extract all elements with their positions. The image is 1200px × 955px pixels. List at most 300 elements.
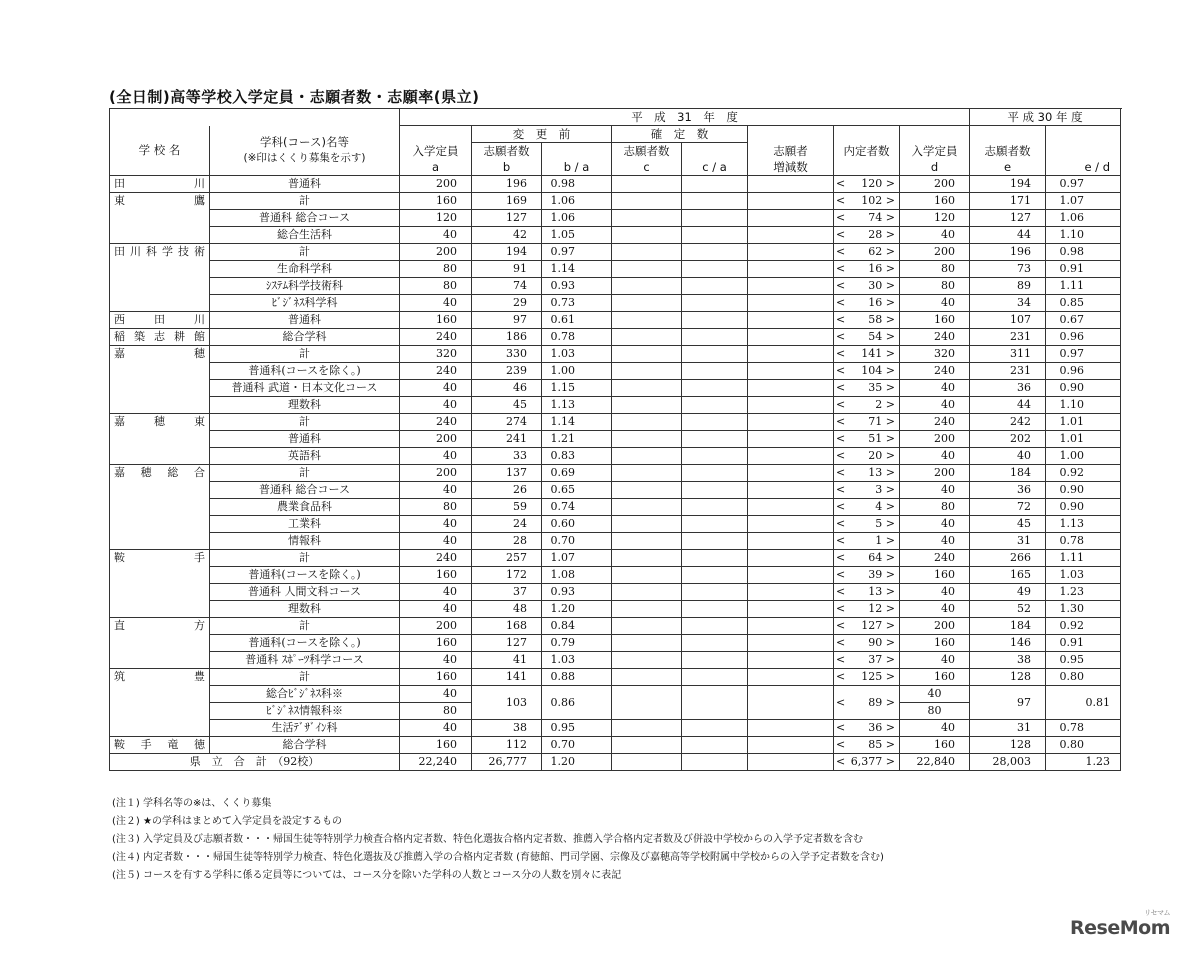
ratio-cell: 1.14 [542, 261, 612, 278]
applicants30-cell: 184 [970, 465, 1046, 482]
applicants-cell: 48 [472, 601, 542, 618]
change-cell [748, 448, 834, 465]
table-row [110, 278, 1121, 295]
naitei-cell: < 28 > [834, 227, 900, 244]
confirmed-applicants-cell [612, 635, 682, 652]
applicants30-cell: 36 [970, 482, 1046, 499]
table-row [110, 550, 1121, 567]
table-row [110, 363, 1121, 380]
table-row [110, 601, 1121, 618]
applicants-cell: 46 [472, 380, 542, 397]
h30-header: 平 成 30 年 度 [970, 109, 1121, 126]
confirmed-applicants-cell [612, 550, 682, 567]
applicants-cell: 37 [472, 584, 542, 601]
confirmed-ratio-cell [682, 516, 748, 533]
confirmed-ratio-cell [682, 261, 748, 278]
table-row [110, 227, 1121, 244]
capacity-cell: 160 [400, 669, 472, 686]
applicants-cell: 330 [472, 346, 542, 363]
school-cell: 鞍 手 [110, 550, 210, 567]
confirmed-ratio-cell [682, 448, 748, 465]
confirmed-ratio-cell [682, 312, 748, 329]
ratio-cell: 1.05 [542, 227, 612, 244]
ratio-cell: 0.69 [542, 465, 612, 482]
capacity-cell: 40 [400, 448, 472, 465]
capacity30-cell: 40 [900, 533, 970, 550]
confirmed-ratio-cell [682, 482, 748, 499]
school-cell [110, 652, 210, 669]
dept-cell: 総合ﾋﾞｼﾞﾈｽ科※ [210, 686, 400, 703]
school-cell [110, 635, 210, 652]
school-col-header: 学 校 名 [110, 126, 210, 176]
ratio30-cell: 0.80 [1046, 737, 1121, 754]
school-cell [110, 499, 210, 516]
capacity30-cell: 80 [900, 261, 970, 278]
applicants-cell: 74 [472, 278, 542, 295]
capacity30-cell: 160 [900, 193, 970, 210]
applicants30-cell: 184 [970, 618, 1046, 635]
confirmed-applicants-cell [612, 669, 682, 686]
change-cell [748, 346, 834, 363]
school-cell [110, 380, 210, 397]
confirmed-ratio-cell [682, 533, 748, 550]
ratio30-cell: 1.11 [1046, 278, 1121, 295]
capacity-cell: 40 [400, 601, 472, 618]
applicants-cell: 127 [472, 635, 542, 652]
dept-cell: 普通科(コースを除く。) [210, 567, 400, 584]
ratio-cell: 0.61 [542, 312, 612, 329]
confirmed-ratio-cell [682, 601, 748, 618]
change-cell [748, 244, 834, 261]
table-row [110, 329, 1121, 346]
change-cell [748, 584, 834, 601]
confirmed-applicants-cell [612, 278, 682, 295]
change-header: 志願者 [748, 143, 834, 160]
confirmed-ratio-cell [682, 550, 748, 567]
applicants30-cell: 128 [970, 737, 1046, 754]
capacity-cell: 240 [400, 414, 472, 431]
dept-cell: 普通科 武道・日本文化コース [210, 380, 400, 397]
school-cell [110, 584, 210, 601]
before-header: 変 更 前 [472, 126, 612, 143]
applicants30-cell: 196 [970, 244, 1046, 261]
naitei-header: 内定者数 [834, 143, 900, 160]
ratio-cell: 1.14 [542, 414, 612, 431]
ratio30-cell: 0.90 [1046, 482, 1121, 499]
applicants30-cell: 107 [970, 312, 1046, 329]
confirmed-applicants-cell [612, 380, 682, 397]
total-label: 県 立 合 計 （92校） [110, 754, 400, 771]
school-cell [110, 210, 210, 227]
change-cell [748, 635, 834, 652]
applicants-cell: 45 [472, 397, 542, 414]
dept-cell: 普通科 [210, 312, 400, 329]
applicants-cell: 239 [472, 363, 542, 380]
ratio30-cell: 0.91 [1046, 635, 1121, 652]
capacity-cell: 160 [400, 567, 472, 584]
applicants30-cell: 165 [970, 567, 1046, 584]
capacity30-cell: 200 [900, 431, 970, 448]
ratio30-cell: 0.96 [1046, 363, 1121, 380]
ratio-cell: 1.00 [542, 363, 612, 380]
applicants-cell: 24 [472, 516, 542, 533]
ratio30-cell: 1.11 [1046, 550, 1121, 567]
applicants-cell: 26 [472, 482, 542, 499]
confirmed-applicants-cell [612, 618, 682, 635]
dept-cell: 普通科 [210, 431, 400, 448]
capacity-cell: 80 [400, 261, 472, 278]
capacity-cell: 200 [400, 244, 472, 261]
dept-cell: ﾋﾞｼﾞﾈｽ情報科※ [210, 703, 400, 720]
confirmed-applicants-cell [612, 346, 682, 363]
ratio30-cell: 0.80 [1046, 669, 1121, 686]
resemom-logo: リセマム ReseMom [1070, 909, 1170, 939]
table-row [110, 431, 1121, 448]
confirmed-ratio-cell [682, 295, 748, 312]
dept-cell: 理数科 [210, 397, 400, 414]
table-row [110, 567, 1121, 584]
applicants30-cell: 44 [970, 227, 1046, 244]
capacity-cell: 160 [400, 737, 472, 754]
naitei-cell: < 1 > [834, 533, 900, 550]
confirmed-applicants-cell [612, 533, 682, 550]
capacity-cell: 40 [400, 652, 472, 669]
dept-cell: ｼｽﾃﾑ科学技術科 [210, 278, 400, 295]
applicants30-cell: 242 [970, 414, 1046, 431]
capacity-header: 入学定員 [400, 143, 472, 160]
change-cell [748, 618, 834, 635]
dept-cell: 計 [210, 669, 400, 686]
confirmed-applicants-cell [612, 431, 682, 448]
table-row [110, 652, 1121, 669]
school-cell [110, 567, 210, 584]
note-2: (注２) ★の学科はまとめて入学定員を設定するもの [112, 816, 342, 827]
ratio-cell: 1.03 [542, 652, 612, 669]
applicants-cell: 194 [472, 244, 542, 261]
applicants-cell: 41 [472, 652, 542, 669]
confirmed-applicants-cell [612, 210, 682, 227]
dept-cell: 農業食品科 [210, 499, 400, 516]
dept-cell: 総合生活科 [210, 227, 400, 244]
table-row [110, 516, 1121, 533]
confirmed-ratio-cell [682, 618, 748, 635]
applicants30-cell: 311 [970, 346, 1046, 363]
confirmed-ratio-cell [682, 380, 748, 397]
dept-cell: 普通科 ｽﾎﾟｰﾂ科学コース [210, 652, 400, 669]
col-d: d [900, 159, 970, 176]
applicants30-cell: 44 [970, 397, 1046, 414]
applicants-cell: 91 [472, 261, 542, 278]
col-e: e [970, 159, 1046, 176]
confirmed-ratio-cell [682, 193, 748, 210]
school-cell: 稲築志耕館 [110, 329, 210, 346]
page-title: (全日制)高等学校入学定員・志願者数・志願率(県立) [109, 88, 480, 106]
naitei-cell: < 20 > [834, 448, 900, 465]
capacity-cell: 40 [400, 397, 472, 414]
dept-cell: 英語科 [210, 448, 400, 465]
capacity30-cell: 40 [900, 516, 970, 533]
school-cell: 田川科学技術 [110, 244, 210, 261]
school-cell: 東 鷹 [110, 193, 210, 210]
ratio30-cell: 0.92 [1046, 465, 1121, 482]
naitei-cell: < 35 > [834, 380, 900, 397]
school-cell [110, 448, 210, 465]
dept-cell: 計 [210, 244, 400, 261]
applicants-confirmed-header: 志願者数 [612, 143, 682, 160]
confirmed-applicants-cell [612, 737, 682, 754]
note-4: (注４) 内定者数・・・帰国生徒等特別学力検査、特色化選抜及び推薦入学の合格内定者数 (育徳館、門司学園、宗像及び嘉穂高等学校附属中学校からの入学予定者数を含む) [112, 852, 884, 863]
ratio-cell: 1.03 [542, 346, 612, 363]
applicants30-header: 志願者数 [970, 143, 1046, 160]
applicants30-cell: 73 [970, 261, 1046, 278]
ratio-cell: 1.07 [542, 550, 612, 567]
confirmed-ratio-cell [682, 363, 748, 380]
capacity-cell: 200 [400, 431, 472, 448]
ratio30-cell: 0.95 [1046, 652, 1121, 669]
capacity-cell: 200 [400, 465, 472, 482]
change-cell [748, 516, 834, 533]
ratio-cell: 0.93 [542, 278, 612, 295]
change-cell [748, 465, 834, 482]
capacity-cell: 160 [400, 635, 472, 652]
dept-cell: 生活ﾃﾞｻﾞｲﾝ科 [210, 720, 400, 737]
dept-cell: 総合学科 [210, 737, 400, 754]
confirmed-ratio-cell [682, 431, 748, 448]
applicants-cell: 169 [472, 193, 542, 210]
applicants30-cell: 52 [970, 601, 1046, 618]
applicants-cell: 274 [472, 414, 542, 431]
dept-cell: 総合学科 [210, 329, 400, 346]
school-cell [110, 431, 210, 448]
confirmed-ratio-cell [682, 737, 748, 754]
confirmed-applicants-cell [612, 227, 682, 244]
table-row [110, 414, 1121, 431]
capacity-cell: 40 [400, 380, 472, 397]
capacity-cell: 320 [400, 346, 472, 363]
applicants-cell: 141 [472, 669, 542, 686]
change-cell [748, 550, 834, 567]
school-cell [110, 295, 210, 312]
naitei-cell: < 51 > [834, 431, 900, 448]
capacity30-cell: 200 [900, 465, 970, 482]
col-change: 増減数 [748, 159, 834, 176]
ratio30-cell: 1.03 [1046, 567, 1121, 584]
applicants-cell: 257 [472, 550, 542, 567]
dept-cell: 計 [210, 193, 400, 210]
capacity-cell: 40 [400, 720, 472, 737]
applicants-cell: 112 [472, 737, 542, 754]
change-cell [748, 533, 834, 550]
applicants30-cell: 72 [970, 499, 1046, 516]
confirmed-ratio-cell [682, 720, 748, 737]
change-cell [748, 414, 834, 431]
confirmed-applicants-cell [612, 397, 682, 414]
table-row: 総合ﾋﾞｼﾞﾈｽ科※ 40 103 0.86 < 89 > 40 97 0.81 [110, 686, 1121, 703]
applicants-cell: 42 [472, 227, 542, 244]
ratio30-cell: 1.06 [1046, 210, 1121, 227]
applicants30-cell: 89 [970, 278, 1046, 295]
capacity30-cell: 40 [900, 227, 970, 244]
capacity30-cell: 160 [900, 567, 970, 584]
capacity-cell: 160 [400, 193, 472, 210]
naitei-cell: < 127 > [834, 618, 900, 635]
school-cell: 西 田 川 [110, 312, 210, 329]
capacity-cell: 40 [400, 584, 472, 601]
ratio30-cell: 0.97 [1046, 346, 1121, 363]
applicants30-cell: 40 [970, 448, 1046, 465]
ratio30-cell: 1.01 [1046, 431, 1121, 448]
applicants30-cell: 146 [970, 635, 1046, 652]
ratio-cell: 0.97 [542, 244, 612, 261]
confirmed-applicants-cell [612, 465, 682, 482]
confirmed-applicants-cell [612, 363, 682, 380]
capacity30-cell: 40 [900, 720, 970, 737]
change-cell [748, 567, 834, 584]
ratio30-cell: 1.00 [1046, 448, 1121, 465]
capacity-cell: 240 [400, 363, 472, 380]
ratio-cell: 1.08 [542, 567, 612, 584]
applicants-cell: 196 [472, 176, 542, 193]
applicants30-cell: 194 [970, 176, 1046, 193]
table-row [110, 584, 1121, 601]
naitei-cell: < 74 > [834, 210, 900, 227]
table-row [110, 618, 1121, 635]
ratio30-cell: 0.92 [1046, 618, 1121, 635]
naitei-cell: < 141 > [834, 346, 900, 363]
capacity-cell: 240 [400, 329, 472, 346]
ratio-cell: 0.93 [542, 584, 612, 601]
table-row [110, 176, 1121, 193]
ratio-cell: 1.20 [542, 601, 612, 618]
ratio-cell: 0.74 [542, 499, 612, 516]
applicants30-cell: 266 [970, 550, 1046, 567]
capacity30-cell: 40 [900, 448, 970, 465]
dept-cell: 工業科 [210, 516, 400, 533]
applicants30-cell: 31 [970, 720, 1046, 737]
dept-cell: 普通科 総合コース [210, 210, 400, 227]
naitei-cell: < 36 > [834, 720, 900, 737]
table-row [110, 261, 1121, 278]
confirmed-ratio-cell [682, 210, 748, 227]
dept-cell: ﾋﾞｼﾞﾈｽ科学科 [210, 295, 400, 312]
ratio30-cell: 0.85 [1046, 295, 1121, 312]
applicants-header: 志願者数 [472, 143, 542, 160]
applicants-cell: 97 [472, 312, 542, 329]
table-row [110, 499, 1121, 516]
school-cell: 嘉 穂 総 合 [110, 465, 210, 482]
ratio-cell: 0.78 [542, 329, 612, 346]
table-row [110, 346, 1121, 363]
change-cell [748, 720, 834, 737]
applicants30-cell: 202 [970, 431, 1046, 448]
naitei-cell: < 62 > [834, 244, 900, 261]
capacity30-cell: 160 [900, 737, 970, 754]
ratio-cell: 0.88 [542, 669, 612, 686]
col-a: a [400, 159, 472, 176]
applicants-cell: 137 [472, 465, 542, 482]
change-cell [748, 312, 834, 329]
naitei-cell: < 90 > [834, 635, 900, 652]
change-cell [748, 210, 834, 227]
dept-cell: 普通科 人間文科コース [210, 584, 400, 601]
table-row [110, 312, 1121, 329]
col-ca: c / a [682, 159, 748, 176]
naitei-cell: < 30 > [834, 278, 900, 295]
confirmed-applicants-cell [612, 329, 682, 346]
naitei-cell: < 16 > [834, 261, 900, 278]
ratio30-cell: 1.30 [1046, 601, 1121, 618]
ratio-cell: 0.65 [542, 482, 612, 499]
naitei-cell: < 37 > [834, 652, 900, 669]
change-cell [748, 363, 834, 380]
capacity-cell: 40 [400, 482, 472, 499]
table-row [110, 448, 1121, 465]
school-cell [110, 261, 210, 278]
ratio-cell: 1.21 [542, 431, 612, 448]
confirmed-ratio-cell [682, 567, 748, 584]
applicants30-cell: 127 [970, 210, 1046, 227]
table-row: ﾋﾞｼﾞﾈｽ情報科※ 80 80 [110, 703, 1121, 720]
capacity30-cell: 200 [900, 244, 970, 261]
capacity30-cell: 80 [900, 499, 970, 516]
note-3: (注３) 入学定員及び志願者数・・・帰国生徒等特別学力検査合格内定者数、特色化選抜合格内定者数、推薦入学合格内定者数及び併設中学校からの入学予定者数を含む [112, 834, 863, 845]
school-cell: 鞍 手 竜 徳 [110, 737, 210, 754]
naitei-cell: < 85 > [834, 737, 900, 754]
ratio-cell: 0.70 [542, 533, 612, 550]
capacity30-cell: 200 [900, 618, 970, 635]
confirmed-applicants-cell [612, 601, 682, 618]
naitei-cell: < 58 > [834, 312, 900, 329]
total-row: 県 立 合 計 （92校） 22,240 26,777 1.20 < 6,377 > 22,840 28,003 1.23 [110, 754, 1121, 771]
col-ba: b / a [542, 159, 612, 176]
ratio-cell: 1.06 [542, 193, 612, 210]
capacity30-cell: 40 [900, 652, 970, 669]
capacity30-cell: 80 [900, 278, 970, 295]
change-cell [748, 669, 834, 686]
school-cell [110, 278, 210, 295]
table-row [110, 397, 1121, 414]
ratio30-cell: 1.10 [1046, 227, 1121, 244]
ratio-cell: 1.06 [542, 210, 612, 227]
applicants-cell: 28 [472, 533, 542, 550]
applicants30-cell: 34 [970, 295, 1046, 312]
applicants-cell: 127 [472, 210, 542, 227]
ratio30-cell: 0.91 [1046, 261, 1121, 278]
school-cell [110, 363, 210, 380]
change-cell [748, 601, 834, 618]
capacity30-cell: 40 [900, 295, 970, 312]
change-cell [748, 482, 834, 499]
naitei-cell: < 120 > [834, 176, 900, 193]
school-cell [110, 397, 210, 414]
dept-cell: 生命科学科 [210, 261, 400, 278]
applicants30-cell: 36 [970, 380, 1046, 397]
capacity30-cell: 160 [900, 669, 970, 686]
dept-cell: 普通科(コースを除く。) [210, 635, 400, 652]
change-cell [748, 431, 834, 448]
table-row [110, 244, 1121, 261]
table-row [110, 533, 1121, 550]
dept-cell: 情報科 [210, 533, 400, 550]
confirmed-applicants-cell [612, 176, 682, 193]
naitei-cell: < 39 > [834, 567, 900, 584]
school-cell [110, 516, 210, 533]
ratio30-cell: 1.07 [1046, 193, 1121, 210]
school-cell: 嘉 穂 [110, 346, 210, 363]
table-row [110, 482, 1121, 499]
confirmed-ratio-cell [682, 414, 748, 431]
capacity30-cell: 40 [900, 482, 970, 499]
